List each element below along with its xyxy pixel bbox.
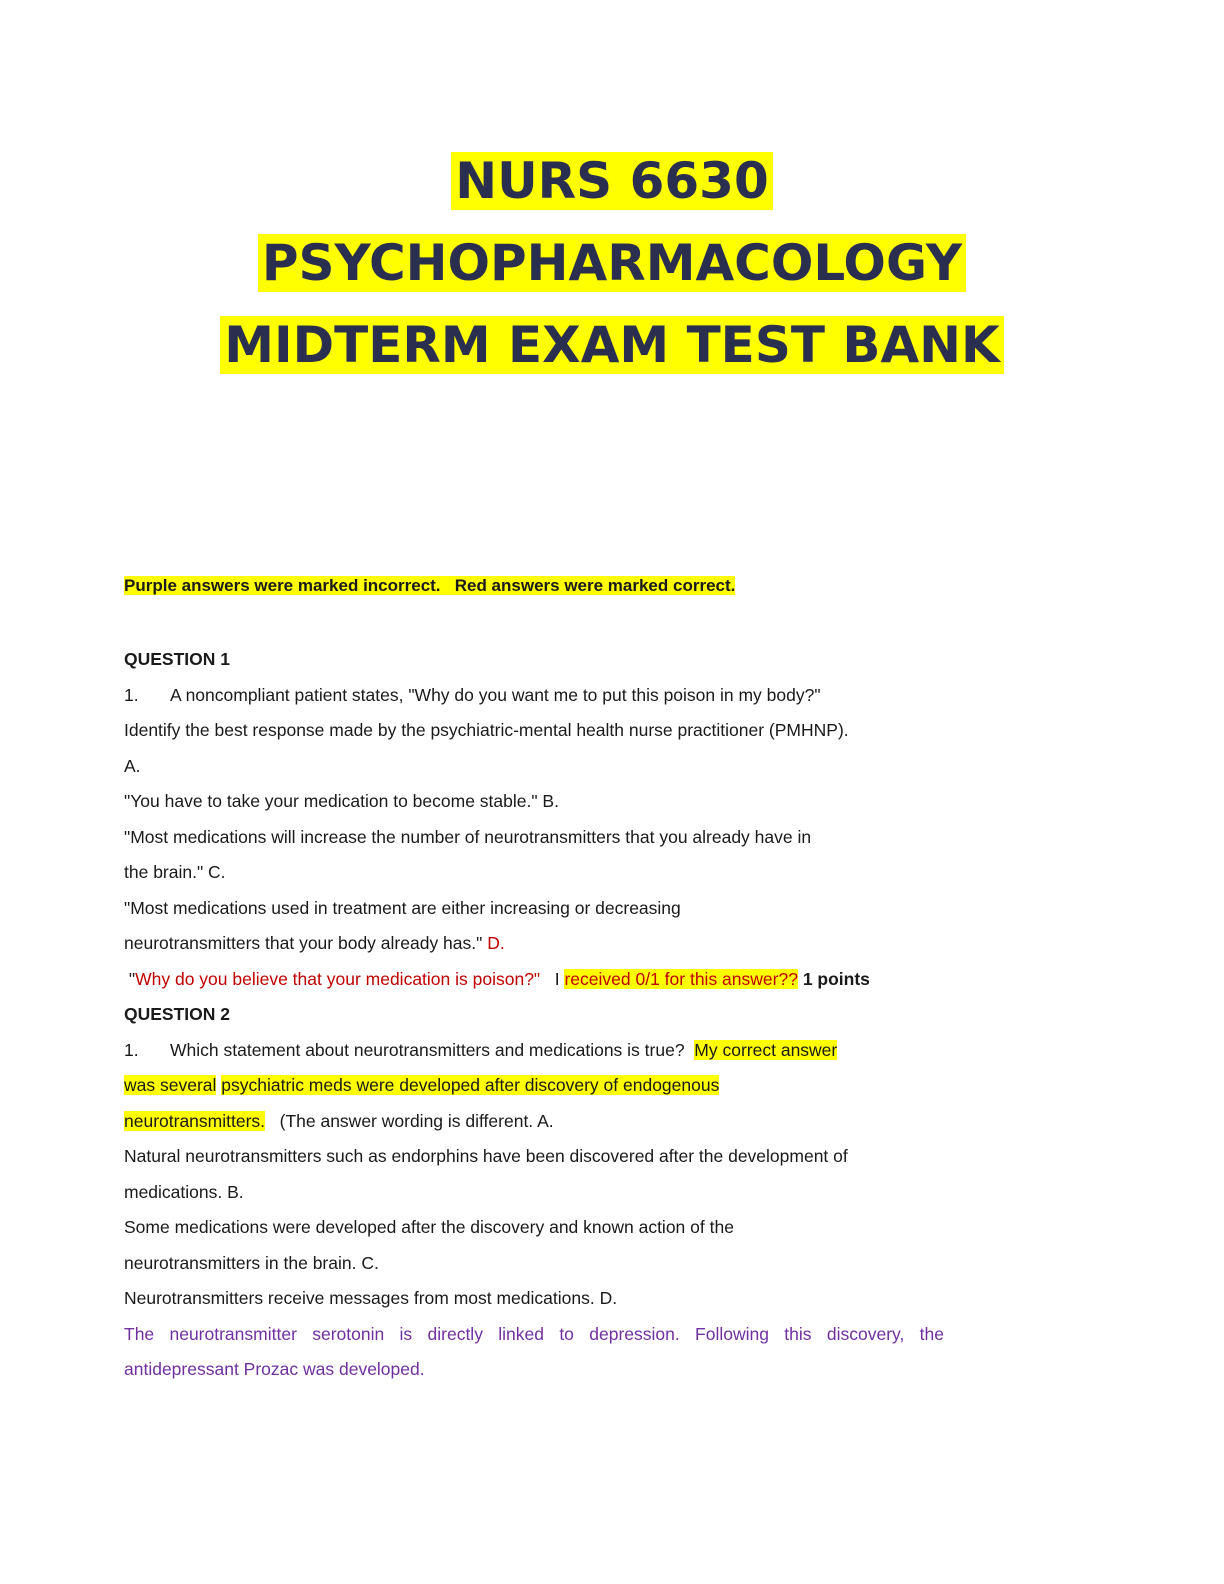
question-1-stem-2: Identify the best response made by the psychiatric-mental health nurse practitioner (PMHNP). — [124, 720, 849, 740]
document-title — [0, 140, 1224, 386]
question-2-stem: 1. Which statement about neurotransmitters and medications is true? My correct answer — [124, 1039, 838, 1060]
question-2-option-d-line-2: antidepressant Prozac was developed. — [124, 1359, 425, 1379]
question-2-note-end: neurotransmitters. (The answer wording is different. A. — [124, 1110, 554, 1131]
question-content — [124, 642, 944, 1388]
question-1-option-c-line-2: neurotransmitters that your body already has." D. — [124, 933, 505, 953]
question-2-option-a-line-2: medications. B. — [124, 1181, 244, 1202]
question-1-option-d: "Why do you believe that your medication is poison?" I received 0/1 for this answer?? 1 points — [128, 968, 870, 989]
question-2-note-line: was several psychiatric meds were developed after discovery of endogenous — [124, 1075, 720, 1095]
question-2-option-d-line-1: The neurotransmitter serotonin is directly linked to depression. Following this discovery, the — [124, 1323, 944, 1344]
legend-red: Red answers were marked correct. — [454, 576, 736, 595]
question-2-option-b-line-2: neurotransmitters in the brain. C. — [124, 1252, 379, 1273]
points-label: 1 points — [802, 968, 870, 989]
question-1-option-a: "You have to take your medication to become stable." B. — [124, 791, 559, 811]
legend-purple: Purple answers were marked incorrect. — [124, 576, 441, 595]
question-1-option-b-line-1: "Most medications will increase the number of neurotransmitters that you already have in — [124, 826, 812, 847]
question-1-option-c-line-1: "Most medications used in treatment are either increasing or decreasing — [124, 897, 681, 918]
title-line-3: MIDTERM EXAM TEST BANK — [0, 304, 1224, 386]
question-2-heading: QUESTION 2 — [124, 1004, 230, 1024]
title-line-1: NURS 6630 — [0, 140, 1224, 222]
question-2-option-a-line-1: Natural neurotransmitters such as endorphins have been discovered after the development of — [124, 1146, 848, 1166]
question-1-stem: 1. A noncompliant patient states, "Why do you want me to put this poison in my body?" — [124, 684, 821, 705]
color-legend — [124, 576, 735, 596]
question-2-option-b-line-1: Some medications were developed after the discovery and known action of the — [124, 1217, 734, 1237]
question-1-label-a: A. — [124, 755, 141, 776]
title-line-2: PSYCHOPHARMACOLOGY — [0, 222, 1224, 304]
question-1-heading: QUESTION 1 — [124, 649, 230, 669]
question-1-option-b-line-2: the brain." C. — [124, 862, 226, 882]
question-2-option-c: Neurotransmitters receive messages from most medications. D. — [124, 1288, 618, 1308]
answer-note: received 0/1 for this answer?? — [564, 968, 798, 989]
